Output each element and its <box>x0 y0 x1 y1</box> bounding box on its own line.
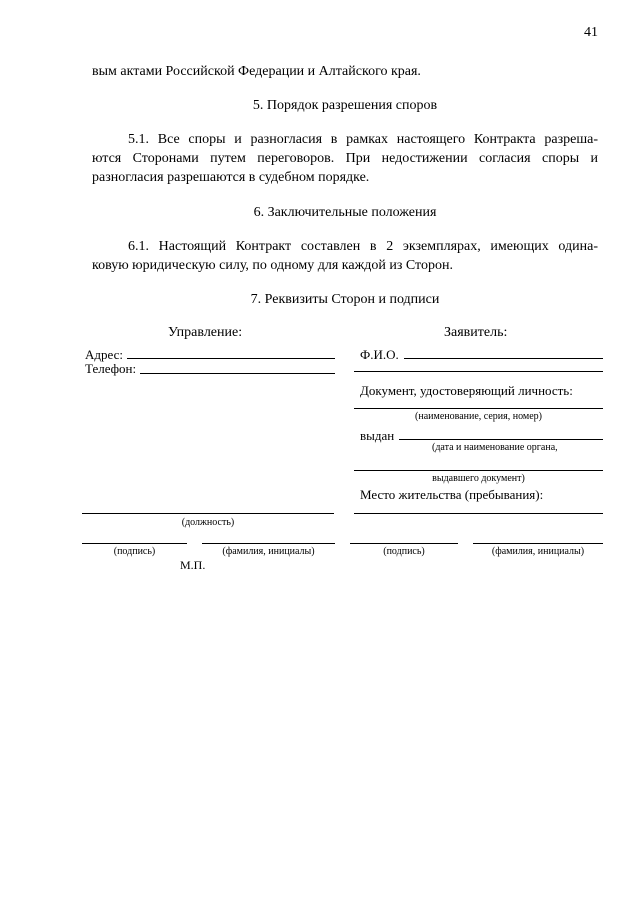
issued-line-2[interactable] <box>354 470 603 471</box>
issued-caption-2: выдавшего документ) <box>432 473 525 484</box>
residence-label: Место жительства (пребывания): <box>360 487 544 502</box>
right-party-title: Заявитель: <box>444 325 508 340</box>
section-7-heading: 7. Реквизиты Сторон и подписи <box>250 292 440 307</box>
section-5-para-line3: разногласия разрешаются в судебном порядке. <box>92 170 370 185</box>
fio-label: Ф.И.О. <box>360 347 399 362</box>
id-doc-label: Документ, удостоверяющий личность: <box>360 383 573 398</box>
left-signature-caption: (подпись) <box>113 546 156 557</box>
fio-line-2[interactable] <box>354 371 603 372</box>
stamp-label: М.П. <box>180 558 206 572</box>
right-signature-caption: (подпись) <box>383 546 425 557</box>
position-caption: (должность) <box>181 517 235 528</box>
right-signature-line[interactable] <box>350 543 458 544</box>
phone-line[interactable] <box>140 373 335 374</box>
address-line[interactable] <box>127 358 335 359</box>
position-line[interactable] <box>82 513 334 514</box>
issued-line[interactable] <box>399 439 603 440</box>
right-name-line[interactable] <box>473 543 603 544</box>
section-6-para-line1: 6.1. Настоящий Контракт составлен в 2 экземплярах, имеющих одина- <box>128 239 598 254</box>
issued-caption: (дата и наименование органа, <box>432 442 558 453</box>
right-name-caption: (фамилия, инициалы) <box>491 546 585 557</box>
id-doc-line[interactable] <box>354 408 603 409</box>
address-label: Адрес: <box>85 347 123 362</box>
section-6-para-line2: ковую юридическую силу, по одному для каждой из Сторон. <box>92 258 453 273</box>
residence-line[interactable] <box>354 513 603 514</box>
page-number: 41 <box>584 25 598 40</box>
left-party-title: Управление: <box>168 325 243 340</box>
left-name-line[interactable] <box>202 543 335 544</box>
id-doc-caption: (наименование, серия, номер) <box>415 411 542 422</box>
section-5-para-line2: ются Сторонами путем переговоров. При недостижении согласия споры и <box>92 151 598 166</box>
phone-label: Телефон: <box>85 361 137 376</box>
left-name-caption: (фамилия, инициалы) <box>222 546 315 557</box>
intro-line: вым актами Российской Федерации и Алтайского края. <box>92 64 421 79</box>
issued-label: выдан <box>360 428 395 443</box>
left-signature-line[interactable] <box>82 543 187 544</box>
section-6-heading: 6. Заключительные положения <box>253 205 437 220</box>
section-5-heading: 5. Порядок разрешения споров <box>252 98 438 113</box>
fio-line[interactable] <box>404 358 603 359</box>
section-5-para-line1: 5.1. Все споры и разногласия в рамках настоящего Контракта разреша- <box>128 132 598 147</box>
